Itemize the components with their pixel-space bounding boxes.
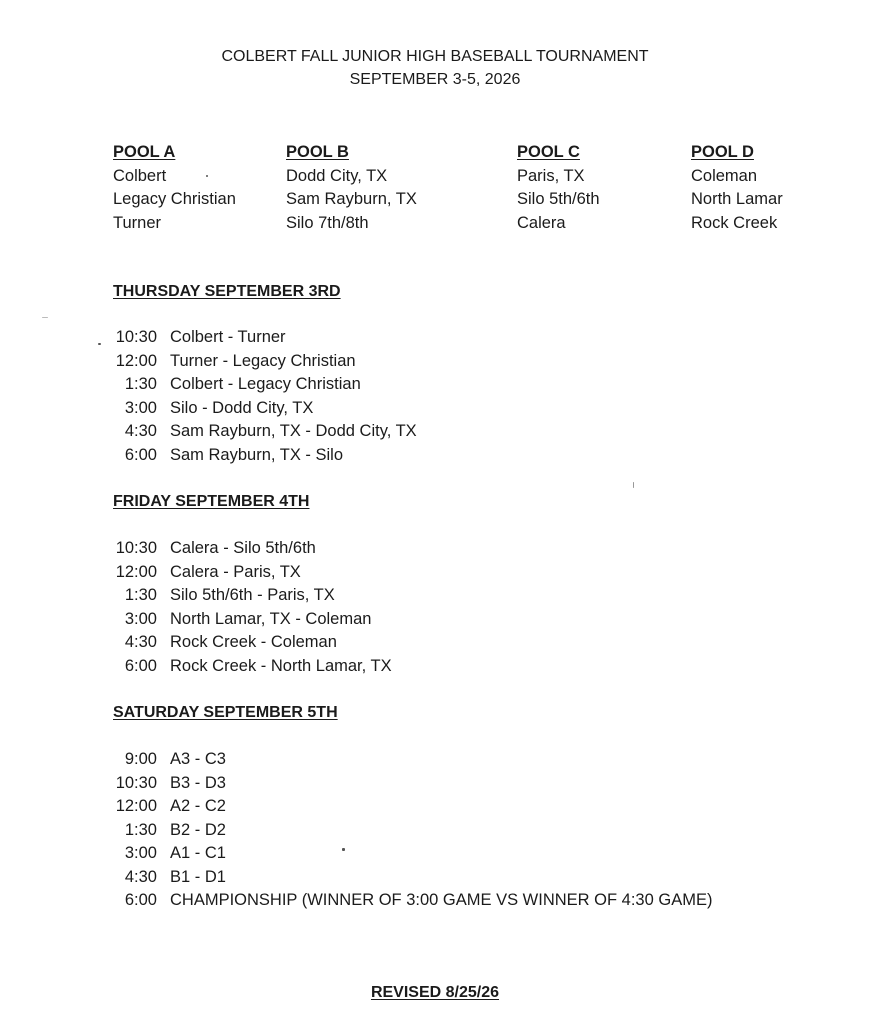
pool-b (286, 141, 417, 235)
game-time: 1:30 (124, 375, 157, 393)
game-time: 6:00 (124, 656, 157, 675)
game-row (100, 561, 392, 585)
game-row (100, 584, 392, 608)
pool-heading: POOL C (517, 143, 580, 161)
pool-team: Calera (517, 213, 566, 232)
game-time: 12:00 (115, 797, 157, 815)
game-row (100, 397, 417, 421)
game-matchup: North Lamar, TX - Coleman (170, 609, 372, 628)
game-matchup: A2 - C2 (170, 797, 226, 815)
game-matchup: Calera - Paris, TX (170, 562, 301, 581)
day-heading-saturday: SATURDAY SEPTEMBER 5TH (113, 704, 338, 721)
game-matchup: Colbert - Turner (170, 328, 286, 346)
game-row (100, 889, 712, 913)
pool-team: Sam Rayburn, TX (286, 190, 417, 208)
game-time: 4:30 (124, 422, 157, 440)
game-list-friday (100, 537, 392, 678)
game-row (100, 772, 712, 796)
game-matchup: CHAMPIONSHIP (WINNER OF 3:00 GAME VS WINNER OF 4:30 GAME) (170, 891, 713, 909)
game-matchup: B2 - D2 (170, 820, 226, 839)
game-time: 4:30 (124, 867, 157, 886)
game-matchup: Rock Creek - Coleman (170, 633, 337, 651)
pool-heading: POOL A (113, 143, 176, 161)
game-row (100, 819, 712, 843)
scan-speck (342, 848, 345, 851)
scan-speck (98, 343, 101, 345)
game-matchup: Rock Creek - North Lamar, TX (170, 656, 392, 675)
game-time: 10:30 (115, 539, 157, 557)
pool-c (517, 141, 600, 235)
day-heading-friday: FRIDAY SEPTEMBER 4TH (113, 493, 310, 510)
pool-heading: POOL B (286, 143, 349, 161)
game-row (100, 795, 712, 819)
game-time: 6:00 (124, 891, 157, 909)
pool-team: Coleman (691, 166, 758, 185)
game-time: 10:30 (115, 328, 157, 346)
game-matchup: Silo - Dodd City, TX (170, 398, 314, 417)
game-row (100, 373, 417, 397)
pool-team: Turner (113, 213, 161, 232)
game-matchup: Calera - Silo 5th/6th (170, 539, 316, 557)
game-list-thursday (100, 326, 417, 467)
game-matchup: Silo 5th/6th - Paris, TX (170, 586, 335, 604)
pool-a (113, 141, 236, 235)
pool-team: Dodd City, TX (286, 166, 388, 185)
game-time: 12:00 (115, 351, 157, 370)
game-time: 1:30 (124, 820, 157, 839)
scan-speck (633, 482, 634, 488)
pool-team: Paris, TX (517, 166, 585, 185)
game-time: 9:00 (124, 750, 157, 768)
game-row (100, 608, 392, 632)
game-row (100, 420, 417, 444)
pool-team: Silo 7th/8th (286, 213, 369, 232)
game-time: 3:00 (124, 398, 157, 417)
game-row (100, 748, 712, 772)
game-time: 6:00 (124, 445, 157, 464)
game-row (100, 631, 392, 655)
game-matchup: Sam Rayburn, TX - Dodd City, TX (170, 422, 417, 440)
game-time: 10:30 (115, 773, 157, 792)
game-row (100, 350, 417, 374)
game-row (100, 866, 712, 890)
tournament-dates: SEPTEMBER 3-5, 2026 (349, 71, 521, 88)
game-matchup: Sam Rayburn, TX - Silo (170, 445, 344, 464)
game-time: 4:30 (124, 633, 157, 651)
pool-team: North Lamar (691, 190, 783, 208)
game-matchup: A1 - C1 (170, 844, 226, 862)
game-matchup: Colbert - Legacy Christian (170, 375, 361, 393)
game-row (100, 444, 417, 468)
tournament-title: COLBERT FALL JUNIOR HIGH BASEBALL TOURNAMENT (221, 48, 649, 65)
pool-d (691, 141, 783, 235)
pool-heading: POOL D (691, 143, 754, 161)
game-time: 3:00 (124, 844, 157, 862)
pool-team: Silo 5th/6th (517, 190, 600, 208)
pool-team: Colbert (113, 166, 167, 185)
game-matchup: A3 - C3 (170, 750, 226, 768)
game-matchup: B3 - D3 (170, 773, 226, 792)
day-heading-thursday: THURSDAY SEPTEMBER 3RD (113, 283, 341, 300)
game-row (100, 655, 392, 679)
game-row (100, 842, 712, 866)
scan-speck (206, 175, 208, 177)
game-row (100, 537, 392, 561)
pool-team: Legacy Christian (113, 190, 236, 208)
game-matchup: B1 - D1 (170, 867, 226, 886)
pool-team: Rock Creek (691, 213, 778, 232)
revised-date: REVISED 8/25/26 (370, 984, 500, 1001)
game-time: 1:30 (124, 586, 157, 604)
game-matchup: Turner - Legacy Christian (170, 351, 356, 370)
scan-speck (42, 317, 48, 318)
game-row (100, 326, 417, 350)
game-time: 3:00 (124, 609, 157, 628)
game-time: 12:00 (115, 562, 157, 581)
game-list-saturday (100, 748, 712, 913)
